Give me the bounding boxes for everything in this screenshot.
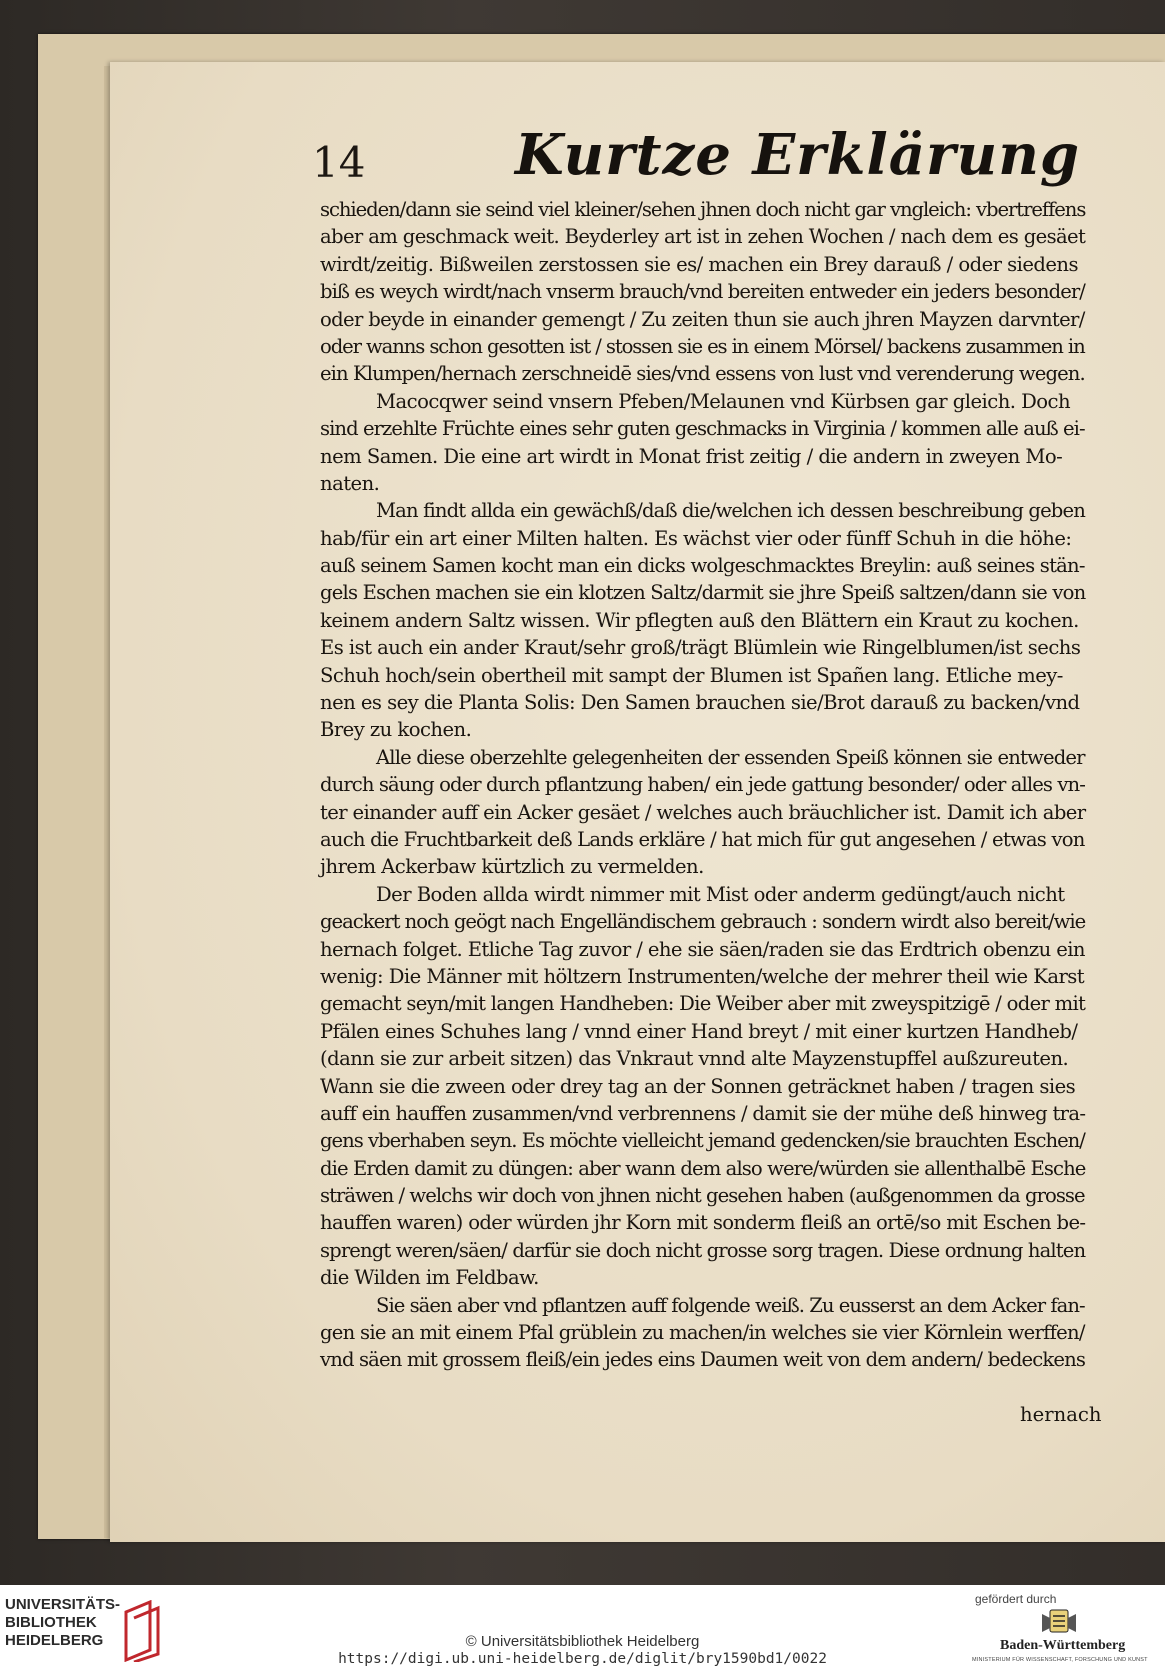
text-line: hernach folget. Etliche Tag zuvor / ehe sie säen/raden sie das Erdtrich obenzu ein	[320, 937, 1085, 961]
text-line: gemacht seyn/mit langen Handheben: Die Weiber aber mit zweyspitzigē / oder mit	[320, 992, 1086, 1016]
text-line: Pfälen eines Schuhes lang / vnnd einer Hand breyt / mit einer kurtzen Handheb/	[320, 1019, 1078, 1043]
text-line: aber am geschmack weit. Beyderley art ist in zehen Wochen / nach dem es gesäet	[320, 225, 1086, 249]
permalink-url[interactable]: https://digi.ub.uni-heidelberg.de/diglit/bry1590bd1/0022	[338, 1651, 827, 1667]
text-line: auß seinem Samen kocht man ein dicks wolgeschmacktes Breylin: auß seines stän-	[320, 554, 1085, 578]
text-line: nem Samen. Die eine art wirdt in Monat frist zeitig / die andern in zweyen Mo-	[320, 444, 1063, 468]
copyright-notice: © Universitätsbibliothek Heidelberg	[465, 1633, 700, 1650]
text-line: auch die Fruchtbarkeit deß Lands erkläre / hat mich für gut angesehen / etwas von	[320, 827, 1085, 851]
text-line: hab/für ein art einer Milten halten. Es wächst vier oder fünff Schuh in die höhe:	[320, 526, 1072, 550]
text-line: ter einander auff ein Acker gesäet / welches auch bräuchlicher ist. Damit ich aber	[320, 800, 1086, 824]
sponsor-name: Baden-Württemberg	[1000, 1638, 1126, 1653]
text-line: die Wilden im Feldbaw.	[320, 1266, 539, 1290]
text-line: hauffen waren) oder würden jhr Korn mit sonderm fleiß an ortē/so mit Eschen be-	[320, 1211, 1086, 1235]
text-line: oder wanns schon gesotten ist / stossen sie es in einem Mörsel/ backens zusammen in	[320, 334, 1085, 358]
library-logo-line: BIBLIOTHEK	[5, 1614, 97, 1631]
text-line: Schuh hoch/sein obertheil mit sampt der Blumen ist Spañen lang. Etliche mey-	[320, 663, 1063, 687]
text-line: vnd säen mit grossem fleiß/ein jedes eins Daumen weit von dem andern/ bedeckens	[320, 1348, 1086, 1372]
text-line: naten.	[320, 471, 380, 495]
page-number: 14	[312, 138, 366, 187]
text-line: (dann sie zur arbeit sitzen) das Vnkraut vnnd alte Mayzenstupffel außzureuten.	[320, 1047, 1069, 1071]
text-line: sträwen / welchs wir doch von jhnen nicht gesehen haben (außgenommen da grosse	[320, 1184, 1085, 1208]
running-title: Kurtze Erklärung	[515, 122, 1081, 188]
library-logo-line: UNIVERSITÄTS-	[5, 1596, 121, 1613]
text-line: Brey zu kochen.	[320, 718, 472, 742]
text-line: ein Klumpen/hernach zerschneidē sies/vnd essens von lust vnd verenderung wegen.	[320, 362, 1085, 386]
text-line: wirdt/zeitig. Bißweilen zerstossen sie es/ machen ein Brey darauß / oder siedens	[320, 252, 1078, 276]
text-line: oder beyde in einander gemengt / Zu zeiten thun sie auch jhren Mayzen darvnter/	[320, 307, 1085, 331]
crest-icon	[1040, 1606, 1078, 1636]
text-line: gens vberhaben seyn. Es möchte vielleicht jemand gedencken/sie brauchten Eschen/	[320, 1129, 1085, 1153]
text-line: gen sie an mit einem Pfal grüblein zu machen/in welches sie vier Körnlein werffen/	[320, 1321, 1085, 1345]
text-line: nen es sey die Planta Solis: Den Samen brauchen sie/Brot darauß zu backen/vnd	[320, 691, 1080, 715]
text-line: die Erden damit zu düngen: aber wann dem also were/würden sie allenthalbē Esche	[320, 1156, 1086, 1180]
text-line: keinem andern Saltz wissen. Wir pflegten auß den Blättern ein Kraut zu kochen.	[320, 608, 1079, 632]
text-line: sind erzehlte Früchte eines sehr guten geschmacks in Virginia / kommen alle auß ei-	[320, 417, 1085, 441]
library-logo-line: HEIDELBERG	[5, 1632, 104, 1649]
text-line: Es ist auch ein ander Kraut/sehr groß/trägt Blümlein wie Ringelblumen/ist sechs	[320, 636, 1081, 660]
text-line: gels Eschen machen sie ein klotzen Saltz/darmit sie jhre Speiß saltzen/dann sie von	[320, 581, 1086, 605]
text-line: Alle diese oberzehlte gelegenheiten der essenden Speiß können sie entweder	[376, 745, 1085, 769]
sponsor-subtitle: MINISTERIUM FÜR WISSENSCHAFT, FORSCHUNG UND KUNST	[972, 1657, 1148, 1663]
text-line: jhrem Ackerbaw kürtzlich zu vermelden.	[320, 855, 704, 879]
text-line: sprengt weren/säen/ darfür sie doch nicht grosse sorg tragen. Diese ordnung halten	[320, 1238, 1086, 1262]
sponsor-label: gefördert durch	[975, 1592, 1057, 1606]
text-line: Sie säen aber vnd pflantzen auff folgende weiß. Zu eusserst an dem Acker fan-	[376, 1293, 1085, 1317]
text-line: wenig: Die Männer mit höltzern Instrumenten/welche der mehrer theil wie Karst	[320, 964, 1085, 988]
text-line: geackert noch geögt nach Engelländischem gebrauch : sondern wirdt also bereit/wie	[320, 910, 1086, 934]
text-line: schieden/dann sie seind viel kleiner/sehen jhnen doch nicht gar vngleich: vbertreffens	[320, 198, 1086, 221]
text-line: Wann sie die zween oder drey tag an der Sonnen geträcknet haben / tragen sies	[320, 1074, 1076, 1098]
body-text	[320, 196, 1085, 1374]
text-line: auff ein hauffen zusammen/vnd verbrennens / damit sie der mühe deß hinweg tra-	[320, 1101, 1086, 1125]
text-line: Macocqwer seind vnsern Pfeben/Melaunen vnd Kürbsen gar gleich. Doch	[376, 389, 1071, 413]
text-line: Man findt allda ein gewächß/daß die/welchen ich dessen beschreibung geben	[376, 499, 1085, 523]
catchword: hernach	[1020, 1403, 1102, 1426]
text-line: durch säung oder durch pflantzung haben/ ein jede gattung besonder/ oder alles vn-	[320, 773, 1085, 797]
text-line: biß es weych wirdt/nach vnserm brauch/vnd bereiten entweder ein jeders besonder/	[320, 280, 1085, 304]
text-line: Der Boden allda wirdt nimmer mit Mist oder anderm gedüngt/auch nicht	[376, 882, 1065, 906]
